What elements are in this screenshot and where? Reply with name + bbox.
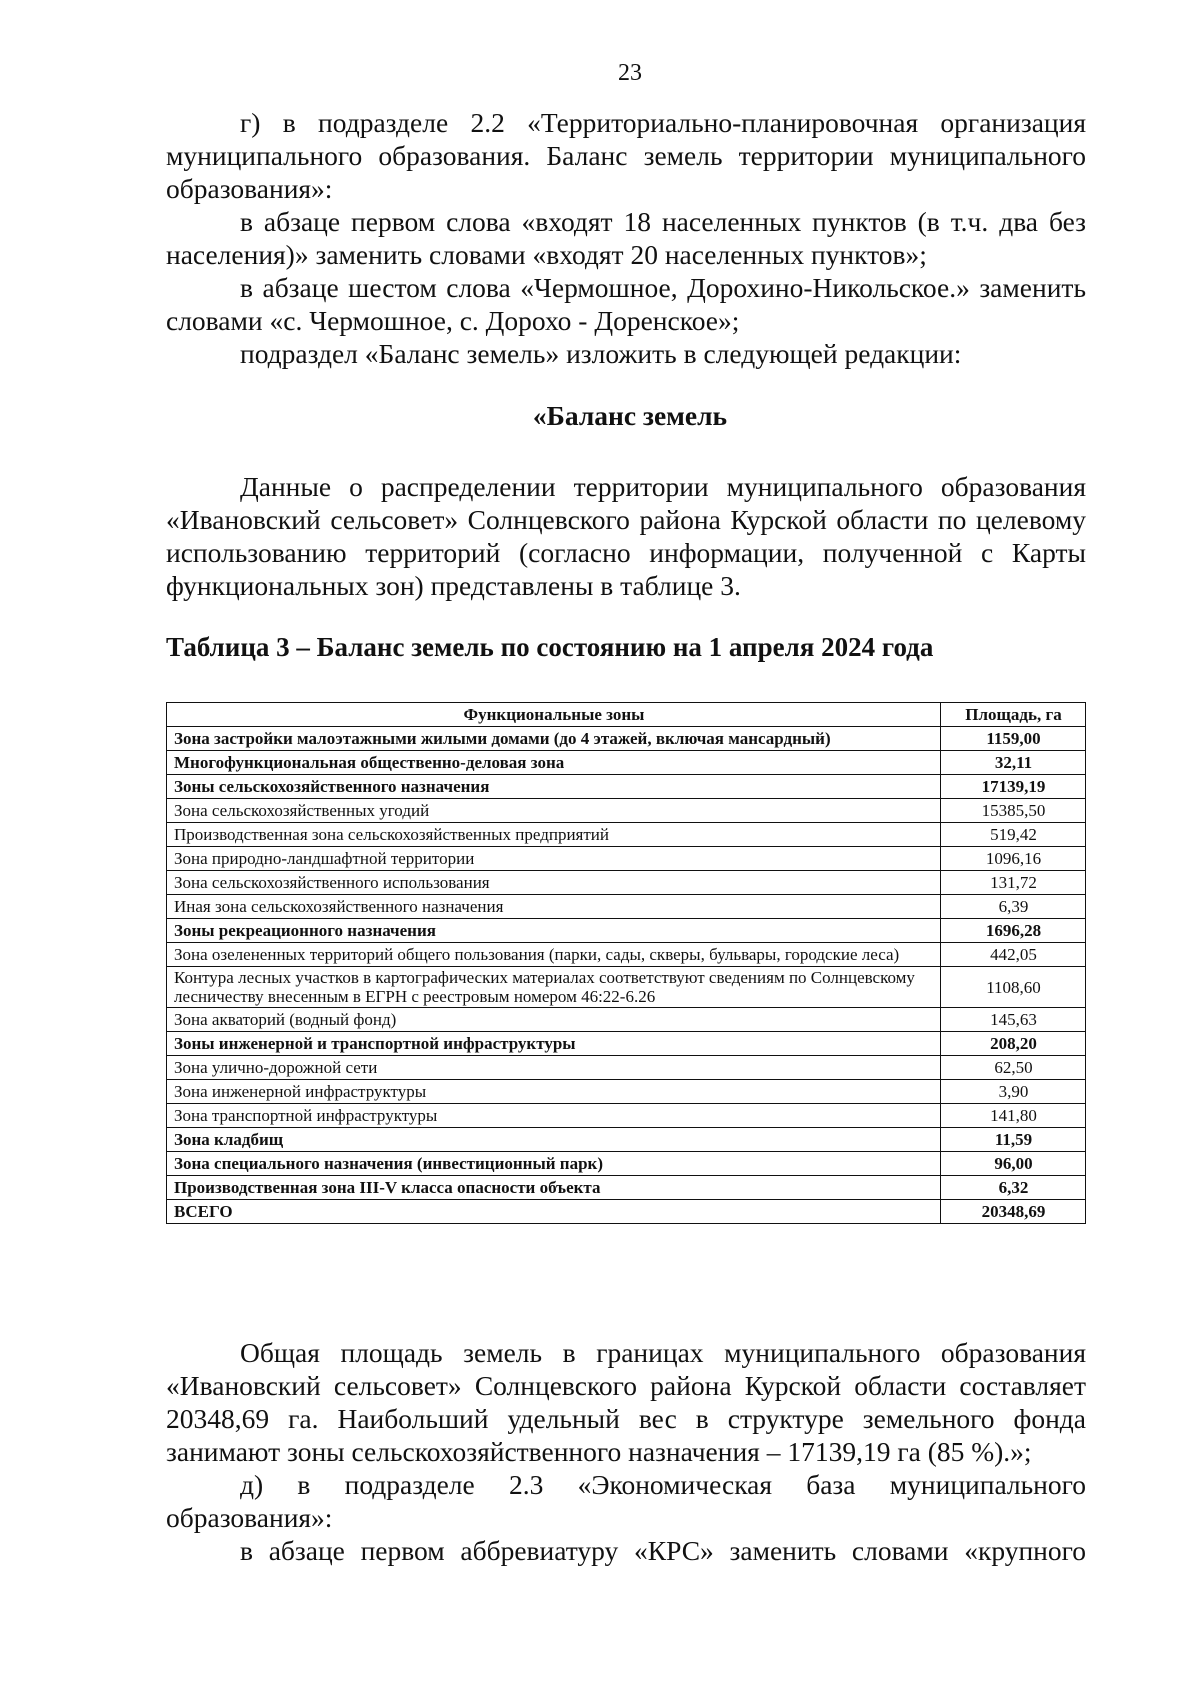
intro-paragraph: подраздел «Баланс земель» изложить в следующей редакции: [240,338,962,369]
zone-name-cell: Зона специального назначения (инвестиционный парк) [167,1152,941,1176]
description-section [166,470,1086,602]
table-row [167,895,1086,919]
table-row [167,1080,1086,1104]
table-row [167,919,1086,943]
zone-name-cell: Зона природно-ландшафтной территории [167,847,941,871]
table-row [167,751,1086,775]
area-value-cell: 62,50 [941,1056,1086,1080]
zone-name-cell: Иная зона сельскохозяйственного назначения [167,895,941,919]
page-number: 23 [618,60,642,86]
zone-name-cell: Зона инженерной инфраструктуры [167,1080,941,1104]
table-row [167,1176,1086,1200]
zone-name-cell: Производственная зона III-V класса опасности объекта [167,1176,941,1200]
closing-paragraph: д) в подразделе 2.3 «Экономическая база муниципального образования»: [166,1469,1086,1533]
area-value-cell: 20348,69 [941,1200,1086,1224]
table-row [167,871,1086,895]
area-value-cell: 1159,00 [941,727,1086,751]
zone-name-cell: Зона транспортной инфраструктуры [167,1104,941,1128]
area-value-cell: 17139,19 [941,775,1086,799]
area-value-cell: 519,42 [941,823,1086,847]
description-paragraph: Данные о распределении территории муниципального образования «Ивановский сельсовет» Солнцевского района Курской области по целевому использованию территорий (согласно информации, полученной с Карты функциональных зон) представлены в таблице 3. [166,471,1086,601]
column-header-zones: Функциональные зоны [167,703,941,727]
land-balance-table [166,702,1086,1224]
area-value-cell: 1696,28 [941,919,1086,943]
zone-name-cell: Многофункциональная общественно-деловая зона [167,751,941,775]
table-row [167,1128,1086,1152]
zone-name-cell: Зона акваторий (водный фонд) [167,1008,941,1032]
zone-name-cell: Зоны рекреационного назначения [167,919,941,943]
area-value-cell: 32,11 [941,751,1086,775]
table-row [167,1152,1086,1176]
intro-section [166,106,1086,370]
area-value-cell: 3,90 [941,1080,1086,1104]
table-row [167,847,1086,871]
closing-paragraph: Общая площадь земель в границах муниципального образования «Ивановский сельсовет» Солнцевского района Курской области составляет 20348,69 га. Наибольший удельный вес в структуре земельного фонда занимают зоны сельскохозяйственного назначения – 17139,19 га (85 %).»; [166,1337,1086,1467]
area-value-cell: 11,59 [941,1128,1086,1152]
closing-section [166,1336,1086,1567]
intro-paragraph: в абзаце первом слова «входят 18 населенных пунктов (в т.ч. два без населения)» заменить словами «входят 20 населенных пунктов»; [166,206,1086,270]
zone-name-cell: Зона сельскохозяйственного использования [167,871,941,895]
table-header-row [167,703,1086,727]
table-row [167,1056,1086,1080]
zone-name-cell: Зона озелененных территорий общего пользования (парки, сады, скверы, бульвары, городские леса) [167,943,941,967]
table-row [167,967,1086,1008]
zone-name-cell: Зоны инженерной и транспортной инфраструктуры [167,1032,941,1056]
table-row [167,1032,1086,1056]
closing-paragraph: в абзаце первом аббревиатуру «КРС» заменить словами «крупного [240,1535,1086,1566]
table-row [167,943,1086,967]
area-value-cell: 208,20 [941,1032,1086,1056]
area-value-cell: 1096,16 [941,847,1086,871]
zone-name-cell: Контура лесных участков в картографических материалах соответствуют сведениям по Солнцевскому лесничеству внесенным в ЕГРН с реестровым номером 46:22-6.26 [167,967,941,1008]
table-row [167,1008,1086,1032]
table-row [167,775,1086,799]
area-value-cell: 131,72 [941,871,1086,895]
table-caption: Таблица 3 – Баланс земель по состоянию на 1 апреля 2024 года [166,632,934,662]
intro-paragraph: г) в подразделе 2.2 «Территориально-планировочная организация муниципального образования. Баланс земель территории муниципального образования»: [166,107,1086,204]
zone-name-cell: Зона улично-дорожной сети [167,1056,941,1080]
table-row [167,823,1086,847]
area-value-cell: 6,32 [941,1176,1086,1200]
area-value-cell: 145,63 [941,1008,1086,1032]
zone-name-cell: Производственная зона сельскохозяйственных предприятий [167,823,941,847]
area-value-cell: 15385,50 [941,799,1086,823]
zone-name-cell: Зона кладбищ [167,1128,941,1152]
area-value-cell: 1108,60 [941,967,1086,1008]
table-row [167,799,1086,823]
zone-name-cell: Зоны сельскохозяйственного назначения [167,775,941,799]
area-value-cell: 6,39 [941,895,1086,919]
area-value-cell: 141,80 [941,1104,1086,1128]
table-row [167,727,1086,751]
area-value-cell: 442,05 [941,943,1086,967]
section-heading: «Баланс земель [532,400,728,431]
zone-name-cell: Зона сельскохозяйственных угодий [167,799,941,823]
table-row [167,1104,1086,1128]
table-body [167,727,1086,1224]
zone-name-cell: ВСЕГО [167,1200,941,1224]
table-row [167,1200,1086,1224]
column-header-area: Площадь, га [941,703,1086,727]
area-value-cell: 96,00 [941,1152,1086,1176]
intro-paragraph: в абзаце шестом слова «Чермошное, Дорохино-Никольское.» заменить словами «с. Чермошное, с. Дорохо - Доренское»; [166,272,1086,336]
zone-name-cell: Зона застройки малоэтажными жилыми домами (до 4 этажей, включая мансардный) [167,727,941,751]
